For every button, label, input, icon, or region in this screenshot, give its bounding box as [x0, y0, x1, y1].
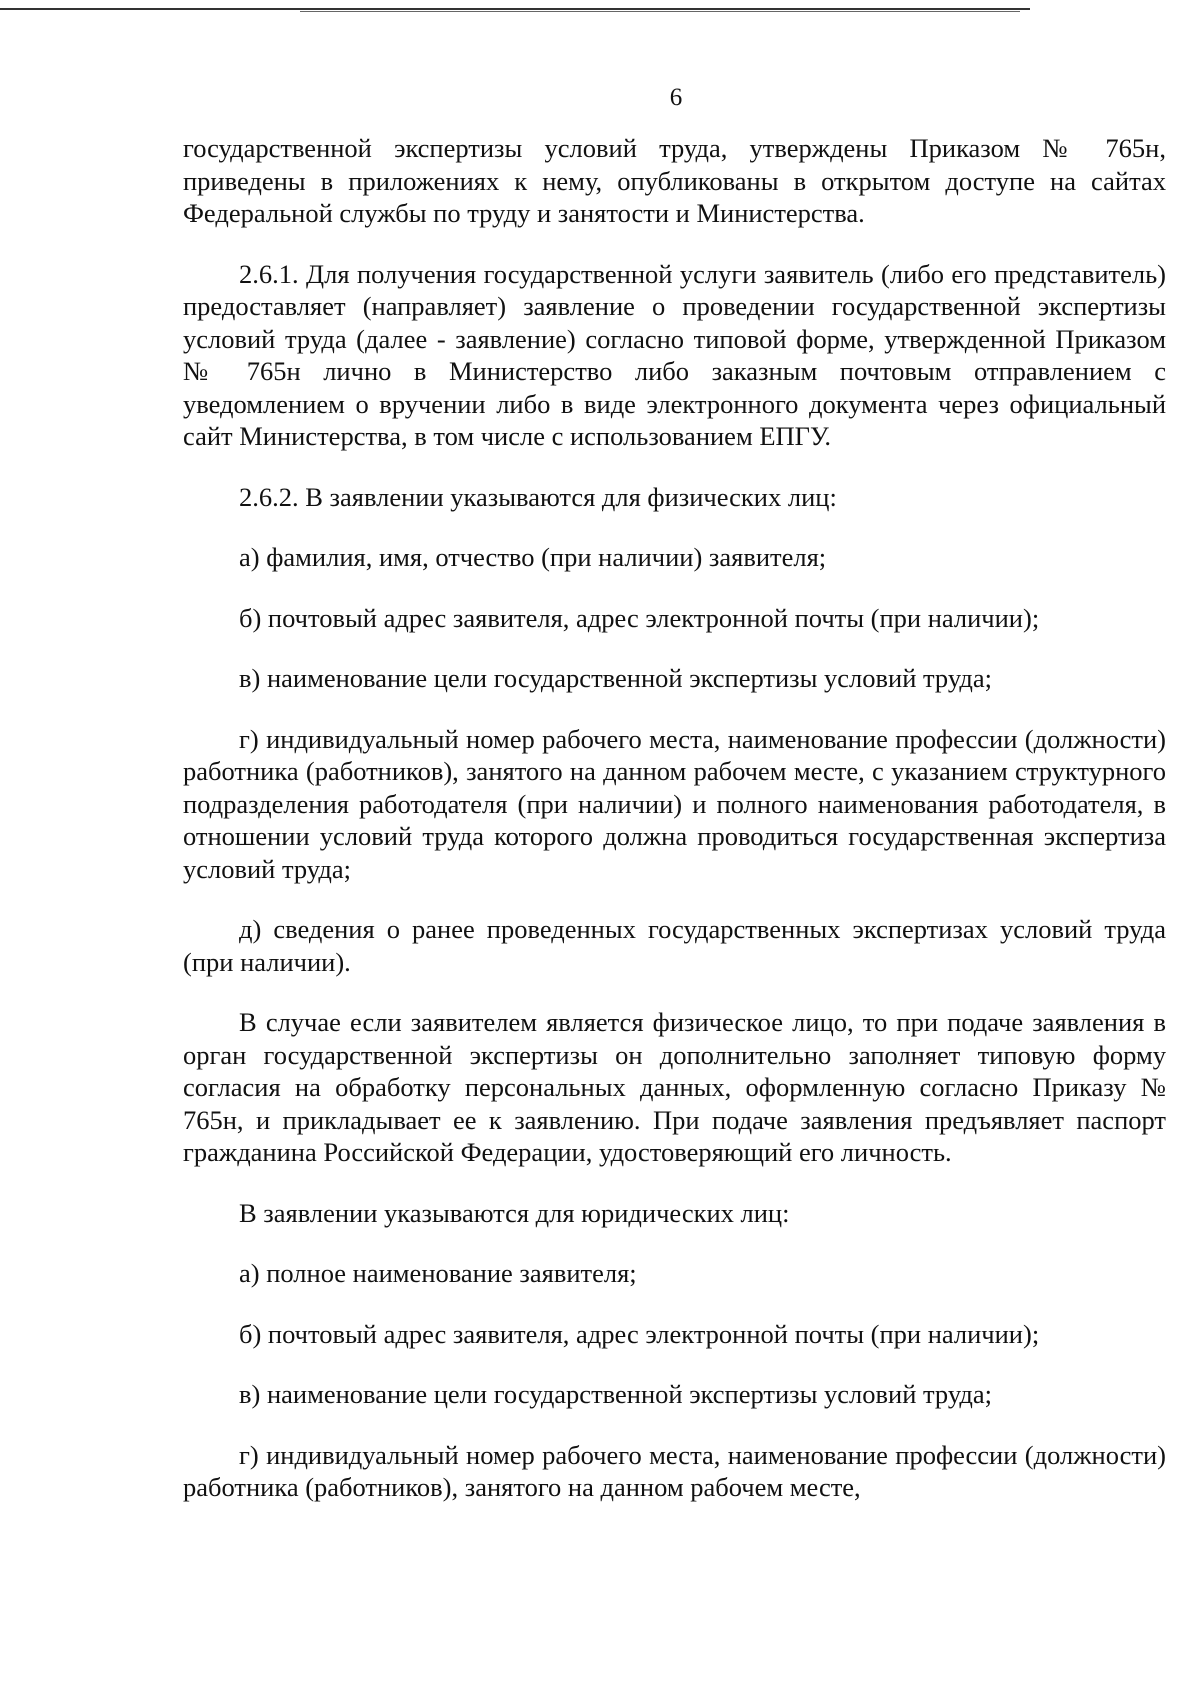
list-item-legal-a: а) полное наименование заявителя; [239, 1258, 637, 1288]
paragraph-2-6-2: 2.6.2. В заявлении указываются для физических лиц: [239, 481, 837, 512]
list-item-legal-b: б) почтовый адрес заявителя, адрес электронной почты (при наличии); [239, 1318, 1040, 1349]
list-item-legal-d: г) индивидуальный номер рабочего места, наименование профессии (должности) работника (работников), занятого на данном рабочем месте, [183, 1439, 1166, 1502]
top-scan-line-secondary [300, 11, 1020, 12]
paragraph-continuation: государственной экспертизы условий труда, утверждены Приказом № 765н, приведены в приложениях к нему, опубликованы в открытом доступе на сайтах Федеральной службы по труду и занятости и Министерства. [183, 133, 1166, 228]
list-item-individual-a: а) фамилия, имя, отчество (при наличии) заявителя; [239, 542, 827, 572]
list-item-individual-d: г) индивидуальный номер рабочего места, наименование профессии (должности) работника (работников), занятого на данном рабочем месте, с указанием структурного подразделения работодателя (при наличии) и полного наименования работодателя, в отношении условий труда которого должна проводиться государственная экспертиза условий труда; [183, 723, 1166, 884]
paragraph-2-6-1: 2.6.1. Для получения государственной услуги заявитель (либо его представитель) предоставляет (направляет) заявление о проведении государственной экспертизы условий труда (далее - заявление) согласно типовой форме, утвержденной Приказом № 765н лично в Министерство либо заказным почтовым отправлением с уведомлением о вручении либо в виде электронного документа через официальный сайт Министерства, в том числе с использованием ЕПГУ. [183, 258, 1166, 451]
list-item-individual-e: д) сведения о ранее проведенных государственных экспертизах условий труда (при наличии). [183, 914, 1166, 977]
top-scan-line [0, 8, 1030, 10]
page-number: 6 [669, 84, 683, 111]
paragraph-legal-entities: В заявлении указываются для юридических лиц: [239, 1197, 790, 1228]
paragraph-individual-note: В случае если заявителем является физическое лицо, то при подаче заявления в орган государственной экспертизы он дополнительно заполняет типовую форму согласия на обработку персональных данных, оформленную согласно Приказу № 765н, и прикладывает ее к заявлению. При подаче заявления предъявляет паспорт гражданина Российской Федерации, удостоверяющий его личность. [183, 1007, 1166, 1167]
document-body [183, 132, 1166, 1532]
list-item-legal-c: в) наименование цели государственной экспертизы условий труда; [239, 1379, 993, 1409]
list-item-individual-c: в) наименование цели государственной экспертизы условий труда; [239, 663, 993, 693]
list-item-individual-b: б) почтовый адрес заявителя, адрес электронной почты (при наличии); [239, 602, 1040, 633]
